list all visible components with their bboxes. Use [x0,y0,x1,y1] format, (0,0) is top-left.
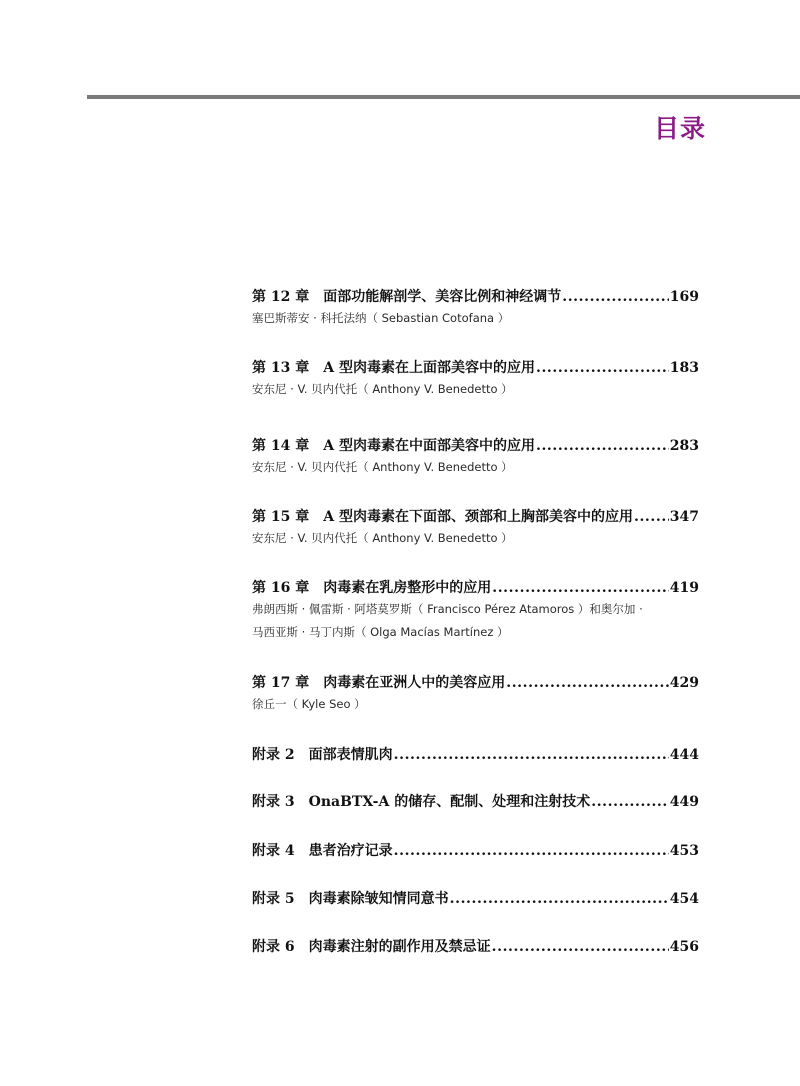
toc-entry-line[interactable] [252,792,699,812]
chapter-title: 肉毒素在亚洲人中的美容应用 [323,675,506,691]
appendix-label: 附录 5 [252,891,295,907]
toc-entry-chapter-15[interactable] [252,507,699,550]
toc-entry-line[interactable] [252,578,699,598]
author-line: 徐丘一（ Kyle Seo ） [252,697,366,711]
toc-entry-chapter-16[interactable] [252,578,699,644]
chapter-title: A 型肉毒素在中面部美容中的应用 [323,438,535,454]
page-number: 169 [669,289,699,305]
page-number: 183 [669,360,699,376]
page-number: 456 [669,939,699,955]
dot-leader [591,792,669,812]
toc-entry-line[interactable] [252,507,699,527]
page-number: 283 [669,438,699,454]
chapter-label: 第 15 章 [252,509,310,525]
chapter-title: A 型肉毒素在下面部、颈部和上胸部美容中的应用 [323,509,633,525]
chapter-label: 第 16 章 [252,580,310,596]
toc-entry-chapter-17[interactable] [252,673,699,716]
page-number: 453 [669,843,699,859]
page-number: 454 [669,891,699,907]
page-title: 目录 [653,114,706,143]
toc-entry-appendix-6[interactable] [252,937,699,957]
dot-leader [450,889,669,909]
toc-entry-appendix-4[interactable] [252,841,699,861]
dot-leader [492,937,669,957]
toc-entry-line[interactable] [252,436,699,456]
toc-entry-chapter-14[interactable] [252,436,699,479]
author-line: 安东尼 · V. 贝内代托（ Anthony V. Benedetto ） [252,460,513,474]
toc-entry-chapter-12[interactable] [252,287,699,330]
appendix-title: 患者治疗记录 [308,843,393,859]
dot-leader [562,287,669,307]
toc-entry-line[interactable] [252,358,699,378]
toc-entry-line[interactable] [252,287,699,307]
appendix-label: 附录 6 [252,939,295,955]
appendix-title: OnaBTX-A 的储存、配制、处理和注射技术 [308,794,591,810]
chapter-title: 面部功能解剖学、美容比例和神经调节 [323,289,562,305]
author-line: 弗朗西斯 · 佩雷斯 · 阿塔莫罗斯（ Francisco Pérez Atamoros ）和奥尔加 · [252,602,643,616]
appendix-title: 面部表情肌肉 [308,747,393,763]
page-number: 419 [669,580,699,596]
chapter-title: 肉毒素在乳房整形中的应用 [323,580,492,596]
toc-entry-line[interactable] [252,889,699,909]
toc-entry-line[interactable] [252,673,699,693]
toc-entry-line[interactable] [252,937,699,957]
chapter-label: 第 12 章 [252,289,310,305]
toc-entry-appendix-3[interactable] [252,792,699,812]
page-number: 444 [669,747,699,763]
appendix-label: 附录 2 [252,747,295,763]
dot-leader [492,578,669,598]
dot-leader [634,507,669,527]
author-line: 安东尼 · V. 贝内代托（ Anthony V. Benedetto ） [252,382,513,396]
appendix-title: 肉毒素注射的副作用及禁忌证 [308,939,491,955]
toc-entry-line[interactable] [252,745,699,765]
toc-entry-appendix-2[interactable] [252,745,699,765]
chapter-label: 第 17 章 [252,675,310,691]
appendix-label: 附录 3 [252,794,295,810]
dot-leader [536,436,669,456]
chapter-label: 第 14 章 [252,438,310,454]
author-line: 塞巴斯蒂安 · 科托法纳（ Sebastian Cotofana ） [252,311,510,325]
page-number: 429 [669,675,699,691]
dot-leader [394,745,669,765]
page-number: 347 [669,509,699,525]
appendix-label: 附录 4 [252,843,295,859]
author-line: 马西亚斯 · 马丁内斯（ Olga Macías Martínez ） [252,625,509,639]
dot-leader [394,841,669,861]
appendix-title: 肉毒素除皱知情同意书 [308,891,449,907]
chapter-title: A 型肉毒素在上面部美容中的应用 [323,360,535,376]
dot-leader [506,673,669,693]
chapter-label: 第 13 章 [252,360,310,376]
page-number: 449 [669,794,699,810]
toc-entry-line[interactable] [252,841,699,861]
author-line: 安东尼 · V. 贝内代托（ Anthony V. Benedetto ） [252,531,513,545]
toc-entry-appendix-5[interactable] [252,889,699,909]
header-rule [87,95,800,99]
toc-entry-chapter-13[interactable] [252,358,699,401]
dot-leader [536,358,669,378]
